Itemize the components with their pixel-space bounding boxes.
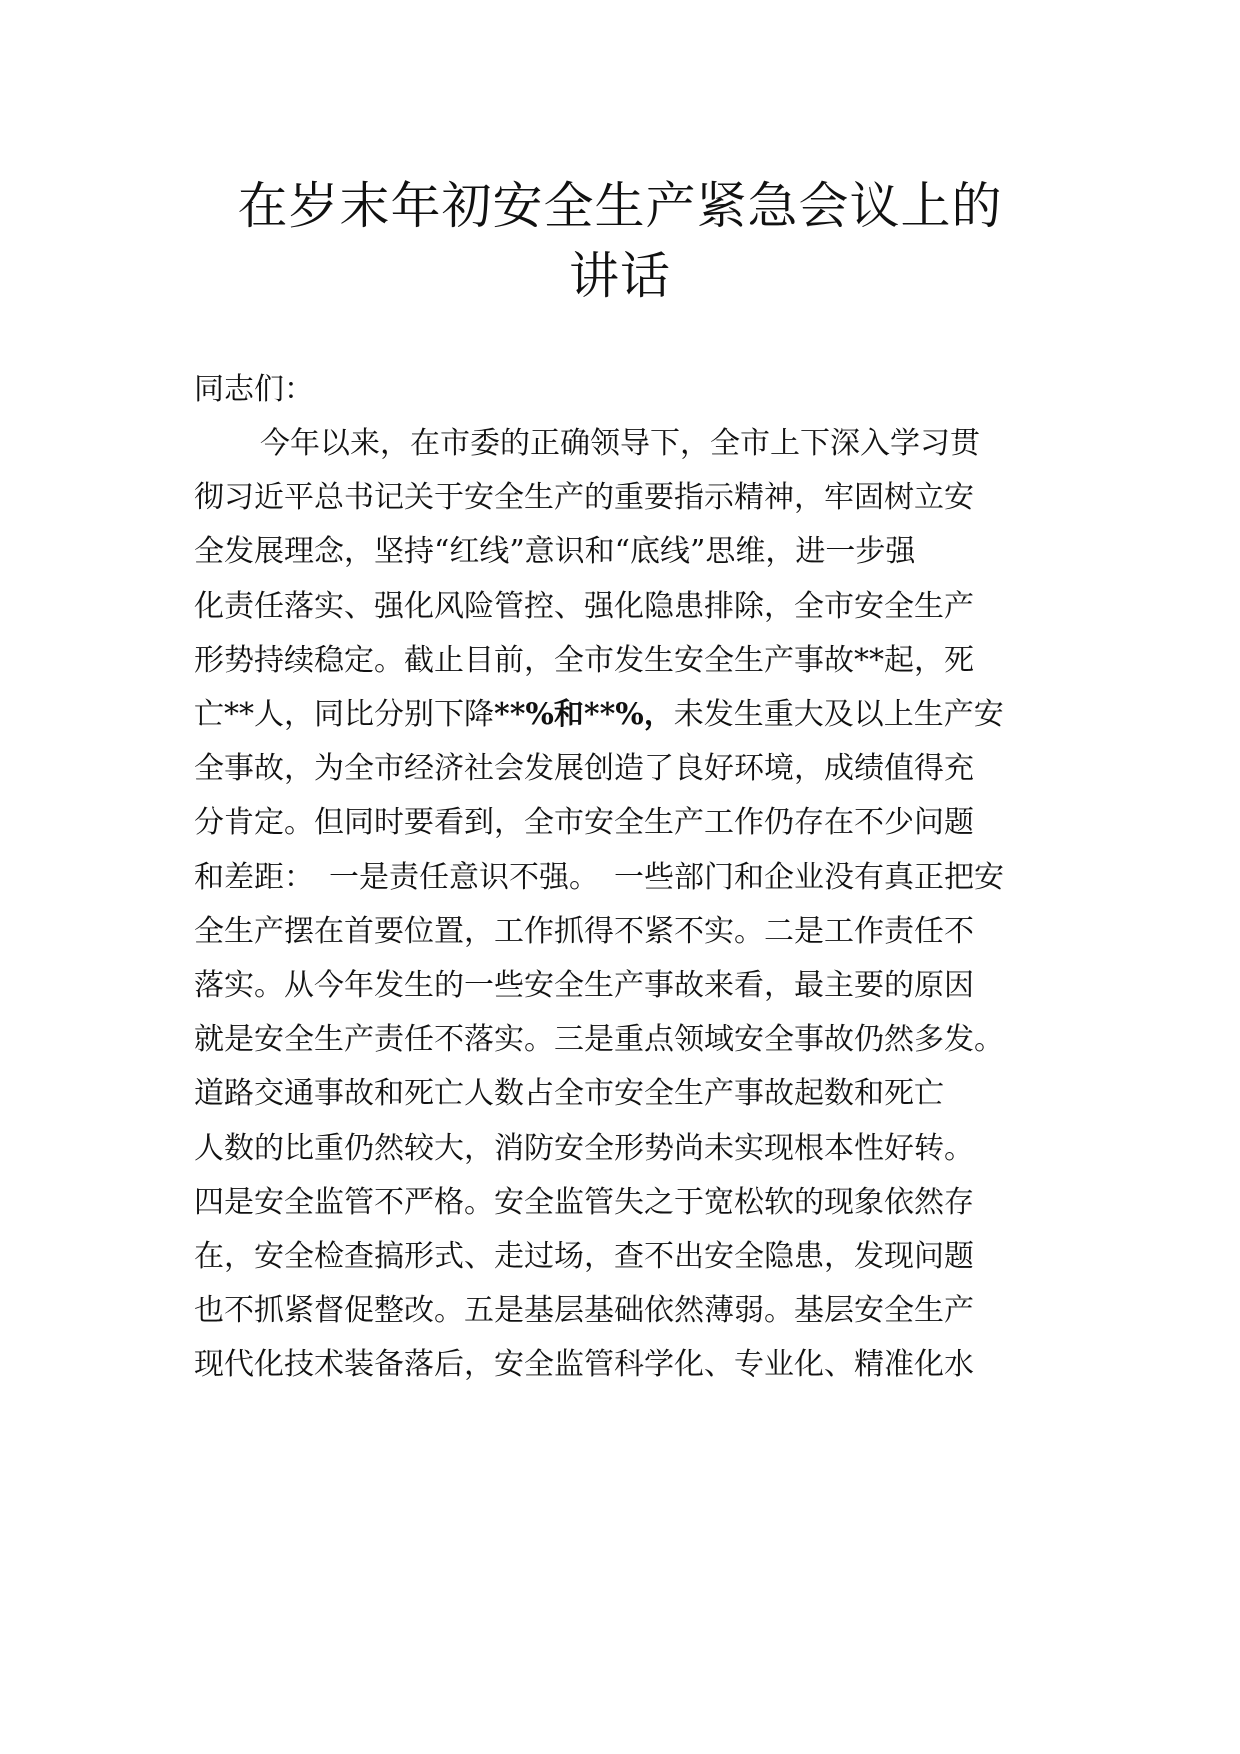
document-title-line-1: 在岁末年初安全生产紧急会议上的 xyxy=(237,177,1003,235)
body-line: 彻习近平总书记关于安全生产的重要指示精神，牢固树立安 xyxy=(194,480,974,516)
body-line: 四是安全监管不严格。安全监管失之于宽松软的现象依然存 xyxy=(194,1184,974,1220)
body-line: 道路交通事故和死亡人数占全市安全生产事故起数和死亡 xyxy=(194,1076,944,1112)
body-line-bold-segment: **%和**%， xyxy=(494,697,674,732)
salutation: 同志们： xyxy=(194,372,314,407)
body-line: 全发展理念，坚持“红线”意识和“底线”思维，进一步强 xyxy=(194,534,916,570)
body-line: 今年以来，在市委的正确领导下，全市上下深入学习贯 xyxy=(260,426,980,461)
body-line xyxy=(194,694,1004,736)
body-line: 现代化技术装备落后，安全监管科学化、专业化、精准化水 xyxy=(194,1347,974,1383)
body-line: 也不抓紧督促整改。五是基层基础依然薄弱。基层安全生产 xyxy=(194,1293,974,1329)
body-line: 全生产摆在首要位置，工作抓得不紧不实。二是工作责任不 xyxy=(194,913,974,949)
body-line: 形势持续稳定。截止目前，全市发生安全生产事故**起，死 xyxy=(194,642,974,678)
body-line: 和差距： 一是责任意识不强。 一些部门和企业没有真正把安 xyxy=(194,859,1004,895)
document-title-line-2: 讲话 xyxy=(569,247,671,305)
body-line-segment: 未发生重大及以上生产安 xyxy=(673,697,1004,732)
body-line: 化责任落实、强化风险管控、强化隐患排除，全市安全生产 xyxy=(194,588,974,624)
body-line-segment: 亡**人，同比分别下降 xyxy=(194,697,494,732)
body-line: 分肯定。但同时要看到，全市安全生产工作仍存在不少问题 xyxy=(194,805,974,841)
body-line: 在，安全检查搞形式、走过场，查不出安全隐患，发现问题 xyxy=(194,1239,974,1274)
body-line: 全事故，为全市经济社会发展创造了良好环境，成绩值得充 xyxy=(194,751,974,787)
body-line: 就是安全生产责任不落实。三是重点领域安全事故仍然多发。 xyxy=(194,1022,1004,1058)
body-line: 人数的比重仍然较大，消防安全形势尚未实现根本性好转。 xyxy=(194,1130,974,1166)
body-line: 落实。从今年发生的一些安全生产事故来看，最主要的原因 xyxy=(194,968,974,1003)
